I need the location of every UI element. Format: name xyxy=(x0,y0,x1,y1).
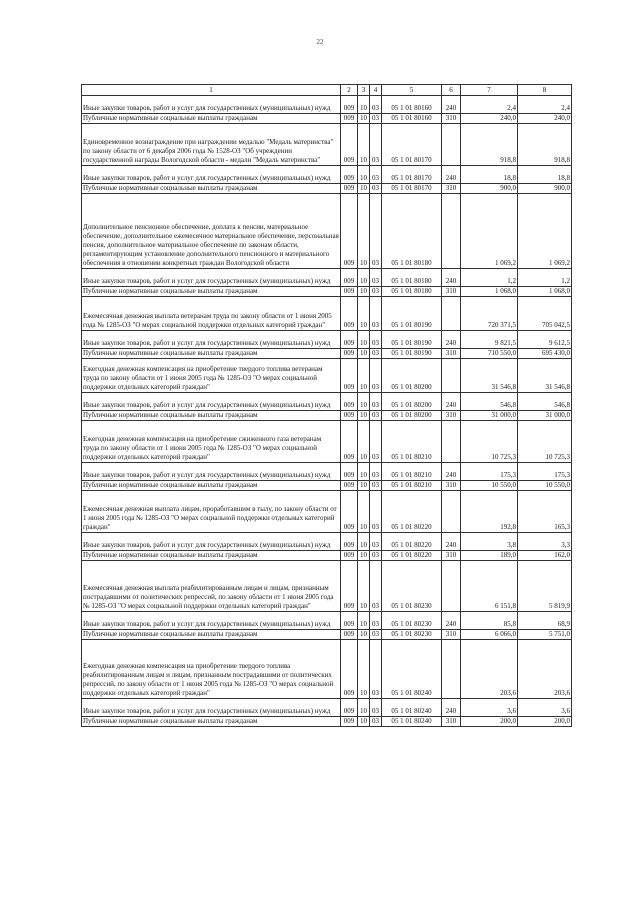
cell-amount-year-1: 9 821,5 xyxy=(461,331,518,349)
table-row xyxy=(82,411,572,421)
cell-section: 10 xyxy=(358,481,370,491)
cell-section: 10 xyxy=(358,533,370,551)
cell-name: Единовременное вознаграждение при награждении медалью "Медаль материнства" по закону области от 6 декабря 2006 года № 1528-ОЗ "Об учреждении государственной награды Вологодской области - медали "Медаль материнства" xyxy=(82,124,341,166)
cell-amount-year-1: 546,8 xyxy=(461,393,518,411)
cell-target-article: 05 1 01 80220 xyxy=(382,491,442,533)
cell-subsection: 03 xyxy=(370,717,382,727)
column-number: 4 xyxy=(370,85,382,96)
cell-amount-year-1: 192,8 xyxy=(461,491,518,533)
cell-amount-year-2: 705 042,5 xyxy=(518,297,572,331)
cell-ministry-code: 009 xyxy=(341,166,358,184)
cell-target-article: 05 1 01 80200 xyxy=(382,393,442,411)
cell-target-article: 05 1 01 80180 xyxy=(382,269,442,287)
cell-target-article: 05 1 01 80160 xyxy=(382,96,442,114)
column-number: 2 xyxy=(341,85,358,96)
table-row xyxy=(82,359,572,393)
cell-expense-type xyxy=(442,640,461,699)
cell-amount-year-2: 68,9 xyxy=(518,612,572,630)
cell-section: 10 xyxy=(358,551,370,561)
table-row xyxy=(82,184,572,194)
cell-amount-year-2: 5 819,9 xyxy=(518,561,572,612)
cell-amount-year-2: 900,0 xyxy=(518,184,572,194)
cell-subsection: 03 xyxy=(370,612,382,630)
cell-amount-year-1: 1 068,0 xyxy=(461,287,518,297)
cell-amount-year-1: 10 725,3 xyxy=(461,421,518,463)
cell-subsection: 03 xyxy=(370,640,382,699)
cell-subsection: 03 xyxy=(370,630,382,640)
cell-ministry-code: 009 xyxy=(341,96,358,114)
cell-subsection: 03 xyxy=(370,114,382,124)
column-number: 8 xyxy=(518,85,572,96)
table-row xyxy=(82,612,572,630)
cell-amount-year-2: 18,8 xyxy=(518,166,572,184)
cell-amount-year-2: 31 000,0 xyxy=(518,411,572,421)
cell-ministry-code: 009 xyxy=(341,421,358,463)
cell-expense-type: 240 xyxy=(442,166,461,184)
cell-section: 10 xyxy=(358,612,370,630)
cell-target-article: 05 1 01 80210 xyxy=(382,481,442,491)
cell-expense-type xyxy=(442,124,461,166)
cell-amount-year-1: 10 550,0 xyxy=(461,481,518,491)
cell-amount-year-2: 1 069,2 xyxy=(518,194,572,269)
cell-target-article: 05 1 01 80190 xyxy=(382,349,442,359)
cell-ministry-code: 009 xyxy=(341,640,358,699)
cell-target-article: 05 1 01 80220 xyxy=(382,551,442,561)
cell-expense-type: 240 xyxy=(442,393,461,411)
cell-ministry-code: 009 xyxy=(341,411,358,421)
cell-target-article: 05 1 01 80170 xyxy=(382,124,442,166)
table-row xyxy=(82,717,572,727)
cell-expense-type: 310 xyxy=(442,114,461,124)
cell-expense-type: 310 xyxy=(442,630,461,640)
cell-name: Ежемесячная денежная выплата ветеранам труда по закону области от 1 июня 2005 года № 1285-ОЗ "О мерах социальной поддержки отдельных категорий граждан" xyxy=(82,297,341,331)
cell-amount-year-2: 1,2 xyxy=(518,269,572,287)
cell-name: Ежегодная денежная компенсация на приобретение сжиженного газа ветеранам труда по закону области от 1 июня 2005 года № 1285-ОЗ "О мерах социальной поддержки отдельных категорий граждан" xyxy=(82,421,341,463)
cell-expense-type: 240 xyxy=(442,699,461,717)
cell-amount-year-2: 162,0 xyxy=(518,551,572,561)
cell-expense-type: 310 xyxy=(442,287,461,297)
cell-target-article: 05 1 01 80210 xyxy=(382,463,442,481)
table-row xyxy=(82,640,572,699)
cell-ministry-code: 009 xyxy=(341,561,358,612)
cell-subsection: 03 xyxy=(370,481,382,491)
cell-section: 10 xyxy=(358,491,370,533)
table-row xyxy=(82,699,572,717)
cell-expense-type xyxy=(442,297,461,331)
cell-subsection: 03 xyxy=(370,699,382,717)
cell-expense-type xyxy=(442,491,461,533)
cell-section: 10 xyxy=(358,124,370,166)
cell-amount-year-2: 2,4 xyxy=(518,96,572,114)
column-number-row xyxy=(82,85,572,96)
cell-name: Иные закупки товаров, работ и услуг для государственных (муниципальных) нужд xyxy=(82,612,341,630)
table-row xyxy=(82,114,572,124)
table-row xyxy=(82,297,572,331)
table-row xyxy=(82,463,572,481)
cell-amount-year-1: 203,6 xyxy=(461,640,518,699)
cell-name: Иные закупки товаров, работ и услуг для государственных (муниципальных) нужд xyxy=(82,269,341,287)
cell-name: Ежегодная денежная компенсация на приобретение твердого топлива реабилитированным лицам и лицам, признанным пострадавшими от политических репрессий, по закону области от 1 июня 2005 года № 1285-ОЗ "О мерах социальной поддержки отдельных категорий граждан" xyxy=(82,640,341,699)
column-number: 6 xyxy=(442,85,461,96)
cell-name: Иные закупки товаров, работ и услуг для государственных (муниципальных) нужд xyxy=(82,96,341,114)
cell-amount-year-2: 165,3 xyxy=(518,491,572,533)
cell-subsection: 03 xyxy=(370,463,382,481)
cell-amount-year-2: 546,8 xyxy=(518,393,572,411)
cell-section: 10 xyxy=(358,717,370,727)
cell-subsection: 03 xyxy=(370,194,382,269)
cell-ministry-code: 009 xyxy=(341,533,358,551)
cell-expense-type xyxy=(442,561,461,612)
cell-ministry-code: 009 xyxy=(341,269,358,287)
table-body xyxy=(82,85,572,727)
cell-amount-year-2: 9 612,5 xyxy=(518,331,572,349)
cell-amount-year-2: 1 068,0 xyxy=(518,287,572,297)
table-row xyxy=(82,393,572,411)
cell-section: 10 xyxy=(358,194,370,269)
cell-amount-year-2: 203,6 xyxy=(518,640,572,699)
cell-target-article: 05 1 01 80180 xyxy=(382,194,442,269)
cell-amount-year-2: 31 546,8 xyxy=(518,359,572,393)
cell-target-article: 05 1 01 80160 xyxy=(382,114,442,124)
cell-expense-type: 310 xyxy=(442,411,461,421)
cell-section: 10 xyxy=(358,349,370,359)
cell-expense-type xyxy=(442,194,461,269)
table-row xyxy=(82,421,572,463)
cell-ministry-code: 009 xyxy=(341,551,358,561)
cell-section: 10 xyxy=(358,331,370,349)
table-row xyxy=(82,491,572,533)
cell-name: Публичные нормативные социальные выплаты гражданам xyxy=(82,184,341,194)
cell-amount-year-1: 18,8 xyxy=(461,166,518,184)
cell-amount-year-2: 3,3 xyxy=(518,533,572,551)
cell-name: Публичные нормативные социальные выплаты гражданам xyxy=(82,411,341,421)
table-row xyxy=(82,287,572,297)
cell-ministry-code: 009 xyxy=(341,630,358,640)
cell-target-article: 05 1 01 80200 xyxy=(382,411,442,421)
cell-target-article: 05 1 01 80190 xyxy=(382,297,442,331)
cell-subsection: 03 xyxy=(370,96,382,114)
cell-amount-year-1: 189,0 xyxy=(461,551,518,561)
cell-subsection: 03 xyxy=(370,561,382,612)
cell-subsection: 03 xyxy=(370,359,382,393)
page-number: 22 xyxy=(316,38,324,46)
cell-target-article: 05 1 01 80170 xyxy=(382,166,442,184)
cell-ministry-code: 009 xyxy=(341,393,358,411)
cell-amount-year-2: 695 430,0 xyxy=(518,349,572,359)
budget-table xyxy=(81,84,572,727)
cell-section: 10 xyxy=(358,393,370,411)
cell-subsection: 03 xyxy=(370,184,382,194)
cell-amount-year-2: 5 751,0 xyxy=(518,630,572,640)
cell-expense-type: 310 xyxy=(442,551,461,561)
table-row xyxy=(82,194,572,269)
cell-section: 10 xyxy=(358,184,370,194)
cell-target-article: 05 1 01 80200 xyxy=(382,359,442,393)
table-row xyxy=(82,630,572,640)
cell-section: 10 xyxy=(358,287,370,297)
cell-target-article: 05 1 01 80180 xyxy=(382,287,442,297)
cell-expense-type xyxy=(442,359,461,393)
cell-amount-year-1: 6 066,0 xyxy=(461,630,518,640)
cell-name: Ежемесячная денежная выплата лицам, проработавшим в тылу, по закону области от 1 июня 2005 года № 1285-ОЗ "О мерах социальной поддержки отдельных категорий граждан" xyxy=(82,491,341,533)
column-number: 3 xyxy=(358,85,370,96)
cell-expense-type: 240 xyxy=(442,533,461,551)
cell-expense-type: 240 xyxy=(442,269,461,287)
cell-amount-year-1: 3,8 xyxy=(461,533,518,551)
cell-name: Дополнительное пенсионное обеспечение, доплата к пенсии, материальное обеспечение, дополнительное ежемесячное материальное обеспечение, персональная пенсия, дополнительное материальное обеспечение по законам области, регламентирующим установление дополнительного пенсионного и материального обеспечения в отношении конкретных граждан Вологодской области xyxy=(82,194,341,269)
cell-expense-type: 240 xyxy=(442,331,461,349)
table-row xyxy=(82,124,572,166)
cell-name: Иные закупки товаров, работ и услуг для государственных (муниципальных) нужд xyxy=(82,166,341,184)
cell-amount-year-1: 85,8 xyxy=(461,612,518,630)
cell-ministry-code: 009 xyxy=(341,491,358,533)
cell-name: Публичные нормативные социальные выплаты гражданам xyxy=(82,717,341,727)
cell-name: Публичные нормативные социальные выплаты гражданам xyxy=(82,349,341,359)
table-row xyxy=(82,551,572,561)
cell-section: 10 xyxy=(358,699,370,717)
cell-amount-year-1: 900,0 xyxy=(461,184,518,194)
column-number: 7 xyxy=(461,85,518,96)
cell-section: 10 xyxy=(358,421,370,463)
cell-expense-type: 310 xyxy=(442,349,461,359)
cell-name: Ежемесячная денежная выплата реабилитированным лицам и лицам, признанным пострадавшими от политических репрессий, по закону области от 1 июня 2005 года № 1285-ОЗ "О мерах социальной поддержки отдельных категорий граждан" xyxy=(82,561,341,612)
cell-ministry-code: 009 xyxy=(341,297,358,331)
cell-ministry-code: 009 xyxy=(341,194,358,269)
table-row xyxy=(82,331,572,349)
cell-ministry-code: 009 xyxy=(341,612,358,630)
cell-section: 10 xyxy=(358,411,370,421)
cell-target-article: 05 1 01 80240 xyxy=(382,640,442,699)
cell-subsection: 03 xyxy=(370,166,382,184)
cell-subsection: 03 xyxy=(370,331,382,349)
cell-name: Иные закупки товаров, работ и услуг для государственных (муниципальных) нужд xyxy=(82,393,341,411)
table-row xyxy=(82,533,572,551)
cell-amount-year-2: 918,8 xyxy=(518,124,572,166)
cell-name: Иные закупки товаров, работ и услуг для государственных (муниципальных) нужд xyxy=(82,699,341,717)
cell-name: Иные закупки товаров, работ и услуг для государственных (муниципальных) нужд xyxy=(82,331,341,349)
cell-amount-year-1: 918,8 xyxy=(461,124,518,166)
cell-subsection: 03 xyxy=(370,297,382,331)
cell-subsection: 03 xyxy=(370,533,382,551)
cell-name: Публичные нормативные социальные выплаты гражданам xyxy=(82,630,341,640)
cell-section: 10 xyxy=(358,561,370,612)
cell-name: Публичные нормативные социальные выплаты гражданам xyxy=(82,551,341,561)
cell-target-article: 05 1 01 80210 xyxy=(382,421,442,463)
cell-name: Публичные нормативные социальные выплаты гражданам xyxy=(82,114,341,124)
cell-target-article: 05 1 01 80230 xyxy=(382,561,442,612)
cell-name: Публичные нормативные социальные выплаты гражданам xyxy=(82,287,341,297)
cell-expense-type: 310 xyxy=(442,184,461,194)
cell-section: 10 xyxy=(358,640,370,699)
cell-section: 10 xyxy=(358,96,370,114)
cell-ministry-code: 009 xyxy=(341,114,358,124)
cell-amount-year-1: 2,4 xyxy=(461,96,518,114)
cell-amount-year-2: 200,0 xyxy=(518,717,572,727)
column-number: 1 xyxy=(82,85,341,96)
cell-expense-type: 240 xyxy=(442,463,461,481)
cell-ministry-code: 009 xyxy=(341,463,358,481)
cell-target-article: 05 1 01 80230 xyxy=(382,630,442,640)
cell-ministry-code: 009 xyxy=(341,717,358,727)
cell-expense-type: 240 xyxy=(442,96,461,114)
cell-subsection: 03 xyxy=(370,393,382,411)
cell-subsection: 03 xyxy=(370,124,382,166)
cell-expense-type: 310 xyxy=(442,717,461,727)
cell-section: 10 xyxy=(358,630,370,640)
cell-section: 10 xyxy=(358,166,370,184)
cell-subsection: 03 xyxy=(370,411,382,421)
cell-ministry-code: 009 xyxy=(341,349,358,359)
cell-amount-year-1: 3,6 xyxy=(461,699,518,717)
cell-section: 10 xyxy=(358,463,370,481)
cell-amount-year-1: 175,3 xyxy=(461,463,518,481)
cell-subsection: 03 xyxy=(370,349,382,359)
cell-ministry-code: 009 xyxy=(341,359,358,393)
cell-expense-type: 310 xyxy=(442,481,461,491)
cell-expense-type xyxy=(442,421,461,463)
cell-amount-year-1: 200,0 xyxy=(461,717,518,727)
cell-ministry-code: 009 xyxy=(341,287,358,297)
cell-amount-year-1: 240,0 xyxy=(461,114,518,124)
cell-amount-year-1: 31 000,0 xyxy=(461,411,518,421)
cell-amount-year-1: 1,2 xyxy=(461,269,518,287)
cell-amount-year-2: 175,3 xyxy=(518,463,572,481)
cell-section: 10 xyxy=(358,269,370,287)
cell-ministry-code: 009 xyxy=(341,699,358,717)
cell-name: Ежегодная денежная компенсация на приобретение твердого топлива ветеранам труда по закону области от 1 июня 2005 года № 1285-ОЗ "О мерах социальной поддержки отдельных категорий граждан" xyxy=(82,359,341,393)
cell-target-article: 05 1 01 80240 xyxy=(382,717,442,727)
cell-section: 10 xyxy=(358,359,370,393)
cell-amount-year-2: 10 550,0 xyxy=(518,481,572,491)
cell-target-article: 05 1 01 80240 xyxy=(382,699,442,717)
table-row xyxy=(82,166,572,184)
cell-expense-type: 240 xyxy=(442,612,461,630)
cell-target-article: 05 1 01 80190 xyxy=(382,331,442,349)
cell-amount-year-1: 710 550,0 xyxy=(461,349,518,359)
cell-amount-year-1: 31 546,8 xyxy=(461,359,518,393)
column-number: 5 xyxy=(382,85,442,96)
cell-amount-year-1: 6 151,8 xyxy=(461,561,518,612)
table-row xyxy=(82,481,572,491)
cell-ministry-code: 009 xyxy=(341,331,358,349)
cell-subsection: 03 xyxy=(370,269,382,287)
table-row xyxy=(82,561,572,612)
cell-amount-year-1: 1 069,2 xyxy=(461,194,518,269)
cell-section: 10 xyxy=(358,114,370,124)
cell-subsection: 03 xyxy=(370,491,382,533)
cell-name: Иные закупки товаров, работ и услуг для государственных (муниципальных) нужд xyxy=(82,463,341,481)
cell-subsection: 03 xyxy=(370,421,382,463)
cell-amount-year-2: 10 725,3 xyxy=(518,421,572,463)
cell-amount-year-2: 240,0 xyxy=(518,114,572,124)
table-row xyxy=(82,349,572,359)
cell-name: Иные закупки товаров, работ и услуг для государственных (муниципальных) нужд xyxy=(82,533,341,551)
cell-target-article: 05 1 01 80220 xyxy=(382,533,442,551)
cell-name: Публичные нормативные социальные выплаты гражданам xyxy=(82,481,341,491)
table-row xyxy=(82,96,572,114)
cell-amount-year-2: 3,6 xyxy=(518,699,572,717)
cell-ministry-code: 009 xyxy=(341,184,358,194)
cell-amount-year-1: 720 371,5 xyxy=(461,297,518,331)
cell-section: 10 xyxy=(358,297,370,331)
cell-ministry-code: 009 xyxy=(341,481,358,491)
table-row xyxy=(82,269,572,287)
cell-subsection: 03 xyxy=(370,287,382,297)
cell-subsection: 03 xyxy=(370,551,382,561)
cell-target-article: 05 1 01 80230 xyxy=(382,612,442,630)
cell-ministry-code: 009 xyxy=(341,124,358,166)
cell-target-article: 05 1 01 80170 xyxy=(382,184,442,194)
